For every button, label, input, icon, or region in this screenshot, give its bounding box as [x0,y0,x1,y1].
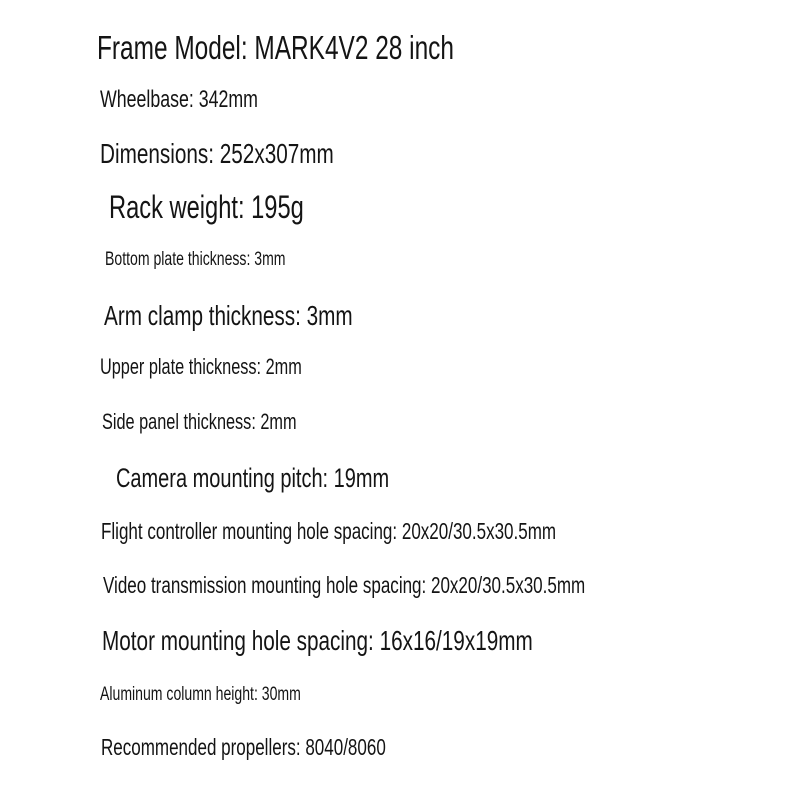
dimensions-spec: Dimensions: 252x307mm [100,138,334,169]
recommended-propellers-spec: Recommended propellers: 8040/8060 [101,734,386,760]
vtx-hole-spacing-spec: Video transmission mounting hole spacing: 20x20/30.5x30.5mm [103,572,586,598]
aluminum-column-height-spec: Aluminum column height: 30mm [100,684,301,705]
fc-hole-spacing-spec: Flight controller mounting hole spacing: 20x20/30.5x30.5mm [101,518,557,544]
upper-plate-thickness-spec: Upper plate thickness: 2mm [100,354,302,379]
wheelbase-spec: Wheelbase: 342mm [100,86,258,113]
camera-mounting-pitch-spec: Camera mounting pitch: 19mm [116,463,390,493]
arm-clamp-thickness-spec: Arm clamp thickness: 3mm [104,300,353,331]
motor-hole-spacing-spec: Motor mounting hole spacing: 16x16/19x19mm [102,625,533,656]
rack-weight-spec: Rack weight: 195g [109,189,304,225]
frame-model-title: Frame Model: MARK4V2 28 inch [97,29,454,66]
side-panel-thickness-spec: Side panel thickness: 2mm [102,409,297,434]
bottom-plate-thickness-spec: Bottom plate thickness: 3mm [105,249,286,270]
